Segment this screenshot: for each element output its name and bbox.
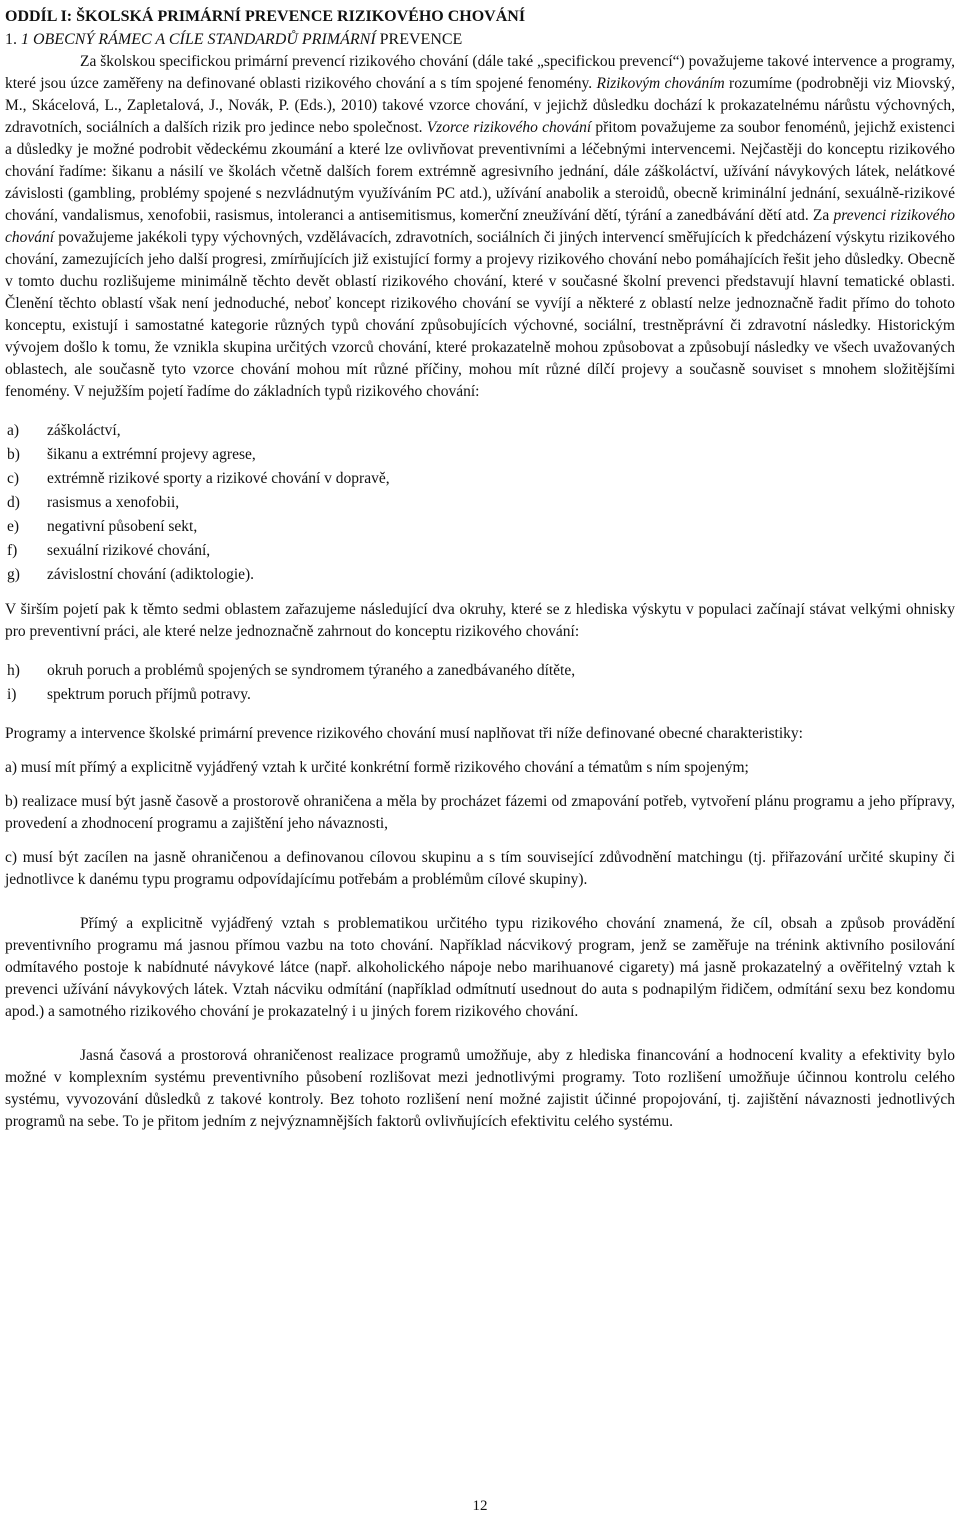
chapter-heading-normal: PREVENCE bbox=[379, 31, 463, 48]
para1-text-2: rozumíme (podrobněji viz Miovský, M., Skácelová, L., Zapletalová, J., Novák, P. (Eds.), 2010) takové vzorce chování, v jejichž důsledku dochází k prokazatelnému nárůstu výchovných, zdravotních, sociálních a dalších rizik pro jedince nebo společnost. bbox=[5, 75, 955, 136]
chapter-heading bbox=[5, 28, 955, 51]
list-item: e) negativní působení sekt, bbox=[7, 518, 198, 535]
list-item: c) extrémně rizikové sporty a rizikové chování v dopravě, bbox=[7, 470, 390, 487]
paragraph-characteristics-intro: Programy a intervence školské primární prevence rizikového chování musí naplňovat tři níže definované obecné charakteristiky: bbox=[5, 725, 803, 742]
characteristic-b: b) realizace musí být jasně časově a prostorově ohraničena a měla by procházet fázemi od zmapování potřeb, vytvoření plánu programu a jeho přípravy, provedení a zhodnocení programu a zajištění jeho návaznosti, bbox=[5, 793, 955, 832]
list-item: g) závislostní chování (adiktologie). bbox=[7, 566, 255, 583]
characteristic-a: a) musí mít přímý a explicitně vyjádřený vztah k určité konkrétní formě rizikového chování a tématům s ním spojeným; bbox=[5, 759, 749, 776]
paragraph-definition bbox=[5, 51, 955, 403]
page-number: 12 bbox=[472, 1498, 488, 1514]
para1-text-1: Za školskou specifickou primární prevencí rizikového chování (dále také „specifickou prevencí“) považujeme takové intervence a programy, které jsou úzce zaměřeny na definované oblasti rizikového chování a s tím spojené fenomény. bbox=[5, 53, 955, 92]
paragraph-broader-scope: V širším pojetí pak k těmto sedmi oblastem zařazujeme následující dva okruhy, které se z hlediska výskytu v populaci začínají stávat velkými ohnisky pro preventivní práci, ale které nelze jednoznačně zahrnout do konceptu rizikového chování: bbox=[5, 601, 955, 640]
chapter-heading-italic: 1 OBECNÝ RÁMEC A CÍLE STANDARDŮ PRIMÁRNÍ bbox=[21, 31, 376, 48]
list-item: d) rasismus a xenofobii, bbox=[7, 494, 180, 511]
list-core-risk-behaviours bbox=[5, 419, 955, 587]
para1-term-2: Vzorce rizikového chování bbox=[426, 119, 592, 136]
list-item: h) okruh poruch a problémů spojených se syndromem týraného a zanedbávaného dítěte, bbox=[7, 662, 576, 679]
list-item: i) spektrum poruch příjmů potravy. bbox=[7, 686, 251, 703]
list-item: f) sexuální rizikové chování, bbox=[7, 542, 211, 559]
para1-text-4: považujeme jakékoli typy výchovných, vzdělávacích, zdravotních, sociálních či jiných intervencí směřujících k předcházení výskytu rizikového chování, zamezujících jeho další progresi, zmírňujících již existující formy a projevy rizikového chování nebo pomáhajících řešit jeho důsledky. Obecně v tomto duchu rozlišujeme minimálně těchto devět oblastí rizikového chování, které v současné školní prevenci představují hlavní tematické oblasti. Členění těchto oblastí však není jednoduché, neboť koncept rizikového chování se vyvíjí a některé z oblastí nelze jednoznačně řadit přímo do tohoto konceptu, existují i samostatné kategorie různých typů chování způsobujících výchovné, sociální, trestněprávní či zdravotní následky. Historickým vývojem došlo k tomu, že vznikla skupina určitých vzorců chování, které prokazatelně mohou způsobovat a způsobují následky ve všech uvažovaných oblastech, ale současně tyto vzorce chování mohou mít různé příčiny, mohou mít různé dílčí projevy a současně souviset s mnohem složitějšími fenomény. V nejužším pojetí řadíme do základních typů rizikového chování: bbox=[5, 229, 955, 400]
paragraph-time-space: Jasná časová a prostorová ohraničenost realizace programů umožňuje, aby z hlediska financování a hodnocení kvality a efektivity bylo možné v komplexním systému preventivního působení rozlišovat mezi jednotlivými programy. Toto rozlišení umožňuje účinnou kontrolu celého systému, vyvozování důsledků z takové kontroly. Bez tohoto rozlišení není možné zajistit účinné propojování, tj. zajištění návaznosti jednotlivých programů na sebe. To je přitom jedním z nejvýznamnějších faktorů ovlivňujících efektivitu celého systému. bbox=[5, 1047, 955, 1130]
characteristic-c: c) musí být zacílen na jasně ohraničenou a definovanou cílovou skupinu a s tím související zdůvodnění matchingu (tj. přiřazování určité skupiny či jednotlivce k danému typu programu odpovídajícímu potřebám a problémům cílové skupiny). bbox=[5, 849, 955, 888]
chapter-number: 1. bbox=[5, 31, 17, 48]
list-item: a) záškoláctví, bbox=[7, 422, 121, 439]
section-title: ODDÍL I: ŠKOLSKÁ PRIMÁRNÍ PREVENCE RIZIKOVÉHO CHOVÁNÍ bbox=[5, 8, 526, 25]
document-page bbox=[5, 5, 955, 1133]
para1-term-1: Rizikovým chováním bbox=[596, 75, 725, 92]
list-item: b) šikanu a extrémní projevy agrese, bbox=[7, 446, 256, 463]
para1-text-3: přitom považujeme za soubor fenoménů, jejichž existenci a důsledky je možné podrobit vědeckému zkoumání a které lze ovlivňovat preventivními a léčebnými intervencemi. Nejčastěji do konceptu rizikového chování řadíme: šikanu a násilí ve školách včetně dalších forem extrémně agresivního jednání, dále záškoláctví, užívání návykových látek, nelátkové závislosti (gambling, problémy spojené s nezvládnutým využíváním PC atd.), užívání anabolik a steroidů, obecně kriminální jednání, sexuálně-rizikové chování, vandalismus, xenofobii, rasismus, intoleranci a antisemitismus, komerční zneužívání dětí, týrání a zanedbávání dětí atd. Za bbox=[5, 119, 955, 224]
paragraph-explicit-relation: Přímý a explicitně vyjádřený vztah s problematikou určitého typu rizikového chování znamená, že cíl, obsah a způsob provádění preventivního programu má jasnou přímou vazbu na toto chování. Například nácvikový program, jenž se zaměřuje na trénink aktivního posilování odmítavého postoje k nabídnuté návykové látce (např. alkoholického nápoje nebo marihuanové cigarety) má jasně prokazatelný a ověřitelný vztah k prevenci užívání návykových látek. Vztah nácviku odmítání (například odmítnutí usednout do auta s podnapilým řidičem, odmítání sexu bez kondomu apod.) a samotného rizikového chování je prokazatelný i u jiných forem rizikového chování. bbox=[5, 915, 955, 1020]
list-broader-risk-areas bbox=[5, 659, 955, 707]
para1-term-3: prevenci rizikového chování bbox=[5, 207, 955, 246]
